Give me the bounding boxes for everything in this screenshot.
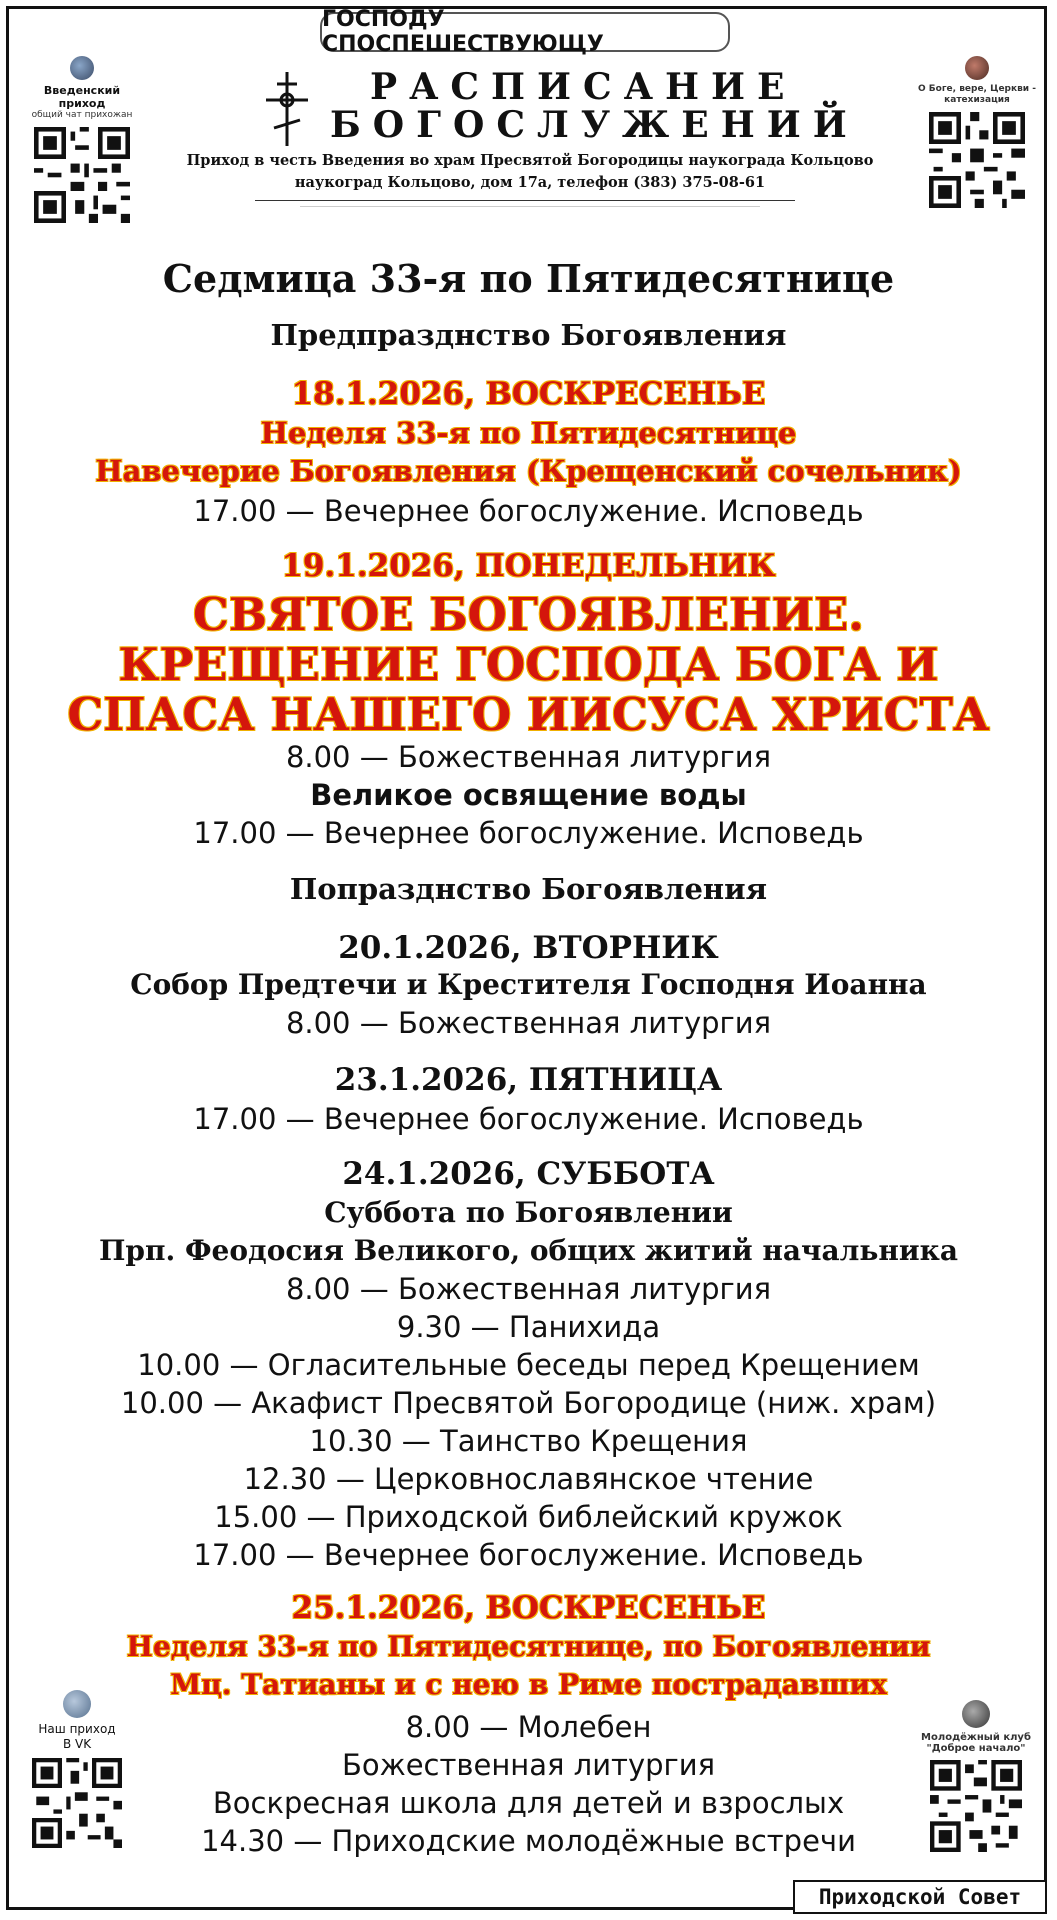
- day-date: 18.1.2026, ВОСКРЕСЕНЬЕ: [291, 376, 766, 412]
- qr-subtitle: катехизация: [944, 95, 1010, 105]
- divider: [255, 200, 795, 201]
- service-item: 10.30 — Таинство Крещения: [309, 1424, 748, 1458]
- afterfeast-heading: Попразднство Богоявления: [289, 872, 768, 906]
- qr-code-icon[interactable]: [930, 1760, 1022, 1852]
- day-date: 20.1.2026, ВТОРНИК: [338, 930, 719, 966]
- qr-title: О Боге, вере, Церкви -: [918, 84, 1036, 94]
- feast-title: КРЕЩЕНИЕ ГОСПОДА БОГА И: [118, 638, 939, 691]
- orthodox-cross-icon: [262, 70, 312, 148]
- schedule-title-line2: БОГОСЛУЖЕНИЙ: [330, 104, 859, 146]
- divider: [300, 206, 760, 207]
- parish-address-line1: Приход в честь Введения во храм Пресвятой Богородицы наукограда Кольцово: [186, 152, 874, 169]
- forefeast-heading: Предпразднство Богоявления: [270, 318, 787, 352]
- day-date: 24.1.2026, СУББОТА: [342, 1156, 715, 1192]
- service-item: 10.00 — Акафист Пресвятой Богородице (ниж. храм): [120, 1386, 937, 1420]
- parish-council-signature: Приходской Совет: [793, 1880, 1047, 1914]
- service-item: 17.00 — Вечернее богослужение. Исповедь: [193, 494, 864, 528]
- day-date: 19.1.2026, ПОНЕДЕЛЬНИК: [281, 548, 776, 584]
- day-commemoration: Неделя 33-я по Пятидесятнице, по Богоявлении: [126, 1630, 931, 1663]
- day-commemoration: Навечерие Богоявления (Крещенский сочельник): [95, 454, 962, 488]
- avatar: [63, 1690, 91, 1718]
- qr-block-youth-club[interactable]: [915, 1700, 1037, 1856]
- qr-code-icon[interactable]: [34, 127, 130, 223]
- avatar: [962, 1700, 990, 1728]
- service-item: 10.00 — Огласительные беседы перед Крещением: [137, 1348, 920, 1382]
- service-item: 8.00 — Божественная литургия: [285, 1272, 772, 1306]
- qr-code-icon[interactable]: [32, 1758, 122, 1848]
- service-item: 12.30 — Церковнославянское чтение: [243, 1462, 814, 1496]
- service-item: Великое освящение воды: [310, 778, 747, 812]
- motto-banner: ГОСПОДУ СПОСПЕШЕСТВУЮЩУ: [320, 12, 730, 52]
- day-date: 25.1.2026, ВОСКРЕСЕНЬЕ: [291, 1590, 766, 1626]
- service-item: 9.30 — Панихида: [396, 1310, 661, 1344]
- qr-block-catechesis[interactable]: [917, 56, 1037, 212]
- feast-title: СВЯТОЕ БОГОЯВЛЕНИЕ.: [193, 588, 864, 641]
- service-item: 15.00 — Приходской библейский кружок: [214, 1500, 843, 1534]
- day-commemoration: Неделя 33-я по Пятидесятнице: [260, 416, 797, 450]
- qr-subtitle: "Доброе начало": [926, 1743, 1026, 1754]
- day-commemoration: Прп. Феодосия Великого, общих житий начальника: [98, 1234, 959, 1267]
- day-date: 23.1.2026, ПЯТНИЦА: [334, 1062, 723, 1098]
- service-item: 8.00 — Молебен: [405, 1710, 652, 1744]
- service-item: 17.00 — Вечернее богослужение. Исповедь: [193, 816, 864, 850]
- qr-code-icon[interactable]: [929, 112, 1025, 208]
- qr-block-chat[interactable]: [22, 56, 142, 227]
- service-item: Божественная литургия: [341, 1748, 716, 1782]
- qr-subtitle: общий чат прихожан: [31, 110, 133, 120]
- avatar: [70, 56, 94, 80]
- qr-title: Молодёжный клуб: [921, 1732, 1031, 1743]
- parish-address-line2: наукоград Кольцово, дом 17а, телефон (383) 375-08-61: [294, 174, 766, 191]
- service-item: Воскресная школа для детей и взрослых: [212, 1786, 845, 1820]
- day-commemoration: Собор Предтечи и Крестителя Господня Иоанна: [130, 968, 927, 1001]
- qr-title: Наш приход: [38, 1722, 116, 1736]
- service-item: 8.00 — Божественная литургия: [285, 1006, 772, 1040]
- week-title: Седмица 33-я по Пятидесятнице: [162, 256, 895, 301]
- qr-subtitle: В VK: [62, 1737, 92, 1751]
- service-item: 8.00 — Божественная литургия: [285, 740, 772, 774]
- schedule-title-line1: РАСПИСАНИЕ: [370, 66, 797, 108]
- feast-title: СПАСА НАШЕГО ИИСУСА ХРИСТА: [67, 688, 990, 741]
- day-commemoration: Мц. Татианы и с нею в Риме пострадавших: [170, 1668, 887, 1701]
- service-item: 14.30 — Приходские молодёжные встречи: [201, 1824, 856, 1858]
- day-commemoration: Суббота по Богоявлении: [324, 1196, 733, 1229]
- service-item: 17.00 — Вечернее богослужение. Исповедь: [193, 1102, 864, 1136]
- avatar: [965, 56, 989, 80]
- qr-block-vk[interactable]: [22, 1690, 132, 1852]
- service-item: 17.00 — Вечернее богослужение. Исповедь: [193, 1538, 864, 1572]
- qr-title: Введенский приход: [43, 84, 121, 110]
